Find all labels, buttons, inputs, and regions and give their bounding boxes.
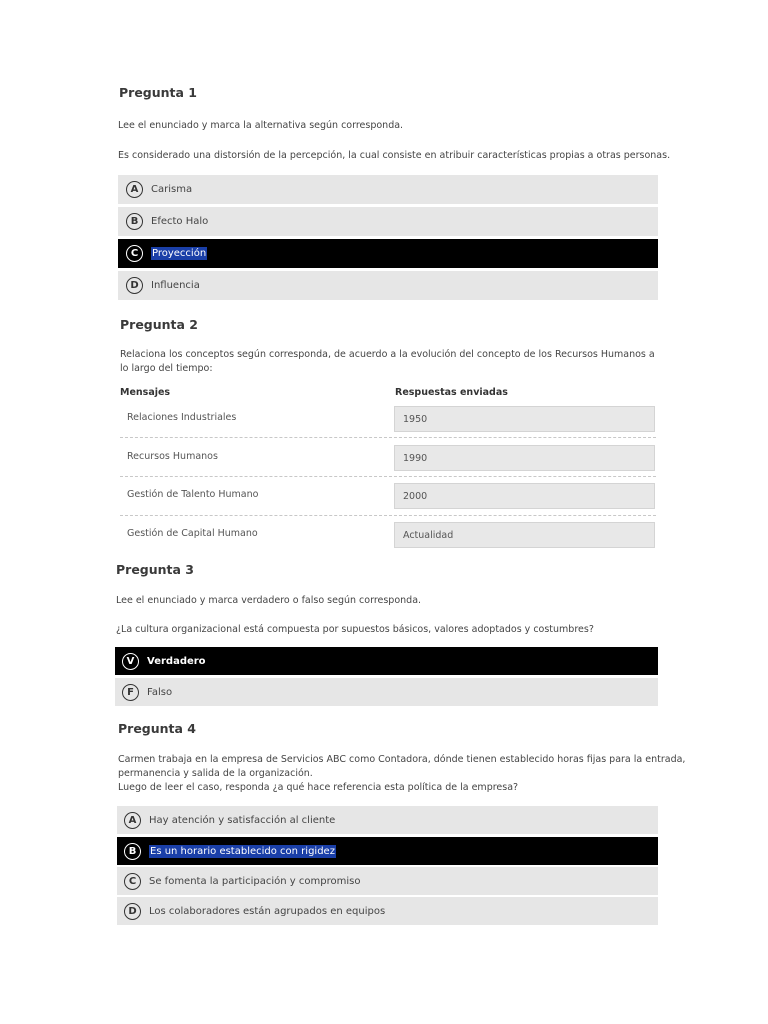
q1-option-a[interactable]	[118, 175, 658, 204]
q1-option-c-selected[interactable]	[118, 239, 658, 268]
q4-option-d[interactable]	[117, 897, 658, 925]
option-label: Los colaboradores están agrupados en equipos	[149, 905, 386, 917]
q1-option-b[interactable]	[118, 207, 658, 236]
match-concept: Recursos Humanos	[127, 451, 218, 462]
match-concept: Gestión de Talento Humano	[127, 489, 259, 500]
column-header-respuestas: Respuestas enviadas	[395, 387, 508, 398]
option-letter-badge: B	[126, 213, 143, 230]
q4-case-line-2: permanencia y salida de la organización.	[118, 768, 313, 779]
option-letter-badge: V	[122, 653, 139, 670]
option-letter-badge: D	[124, 903, 141, 920]
option-letter-badge: F	[122, 684, 139, 701]
option-label: Efecto Halo	[151, 216, 209, 227]
option-label-highlighted: Proyección	[152, 248, 207, 259]
q3-option-v-selected[interactable]	[115, 647, 658, 675]
match-answer: 1950	[403, 413, 428, 425]
option-letter-badge: D	[126, 277, 143, 294]
option-label: Carisma	[151, 184, 193, 195]
q2-title: Pregunta 2	[120, 317, 199, 332]
q1-instruction: Lee el enunciado y marca la alternativa según corresponda.	[118, 120, 404, 131]
match-concept: Gestión de Capital Humano	[127, 528, 258, 539]
q4-option-b-selected[interactable]	[117, 837, 658, 865]
q4-case-line-3: Luego de leer el caso, responda ¿a qué hace referencia esta política de la empresa?	[118, 782, 519, 793]
match-answer-box[interactable]	[394, 483, 655, 509]
option-label: Hay atención y satisfacción al cliente	[149, 814, 336, 826]
match-answer: 1990	[403, 452, 428, 464]
match-answer: Actualidad	[403, 529, 454, 541]
q1-statement: Es considerado una distorsión de la percepción, la cual consiste en atribuir características propias a otras personas.	[118, 150, 671, 161]
match-answer-box[interactable]	[394, 445, 655, 471]
match-answer: 2000	[403, 490, 428, 502]
q2-instruction: Relaciona los conceptos según corresponda, de acuerdo a la evolución del concepto de los Recursos Humanos a lo largo del tiempo:	[120, 349, 655, 374]
match-answer-box[interactable]	[394, 406, 655, 432]
q4-option-c[interactable]	[117, 867, 658, 895]
option-letter-badge: B	[124, 843, 141, 860]
q3-title: Pregunta 3	[116, 562, 195, 577]
q1-title: Pregunta 1	[119, 85, 198, 100]
option-letter-badge: A	[124, 812, 141, 829]
option-label: Falso	[147, 686, 173, 698]
q4-title: Pregunta 4	[118, 721, 197, 736]
q3-instruction: Lee el enunciado y marca verdadero o falso según corresponda.	[116, 595, 422, 606]
option-label: Verdadero	[147, 655, 206, 667]
match-concept: Relaciones Industriales	[127, 412, 237, 423]
row-divider	[120, 515, 656, 516]
option-label: Se fomenta la participación y compromiso	[149, 875, 361, 887]
match-answer-box[interactable]	[394, 522, 655, 548]
row-divider	[120, 437, 656, 438]
option-label-highlighted: Es un horario establecido con rigidez	[150, 845, 335, 857]
q3-option-f[interactable]	[115, 678, 658, 706]
q1-option-d[interactable]	[118, 271, 658, 300]
q3-statement: ¿La cultura organizacional está compuesta por supuestos básicos, valores adoptados y costumbres?	[116, 624, 594, 635]
column-header-mensajes: Mensajes	[120, 387, 171, 398]
row-divider	[120, 476, 656, 477]
option-letter-badge: A	[126, 181, 143, 198]
q4-case-line-1: Carmen trabaja en la empresa de Servicios ABC como Contadora, dónde tienen establecido horas fijas para la entrada,	[118, 754, 686, 765]
option-label: Influencia	[151, 280, 200, 291]
q4-option-a[interactable]	[117, 806, 658, 834]
option-letter-badge: C	[124, 873, 141, 890]
option-letter-badge: C	[126, 245, 143, 262]
